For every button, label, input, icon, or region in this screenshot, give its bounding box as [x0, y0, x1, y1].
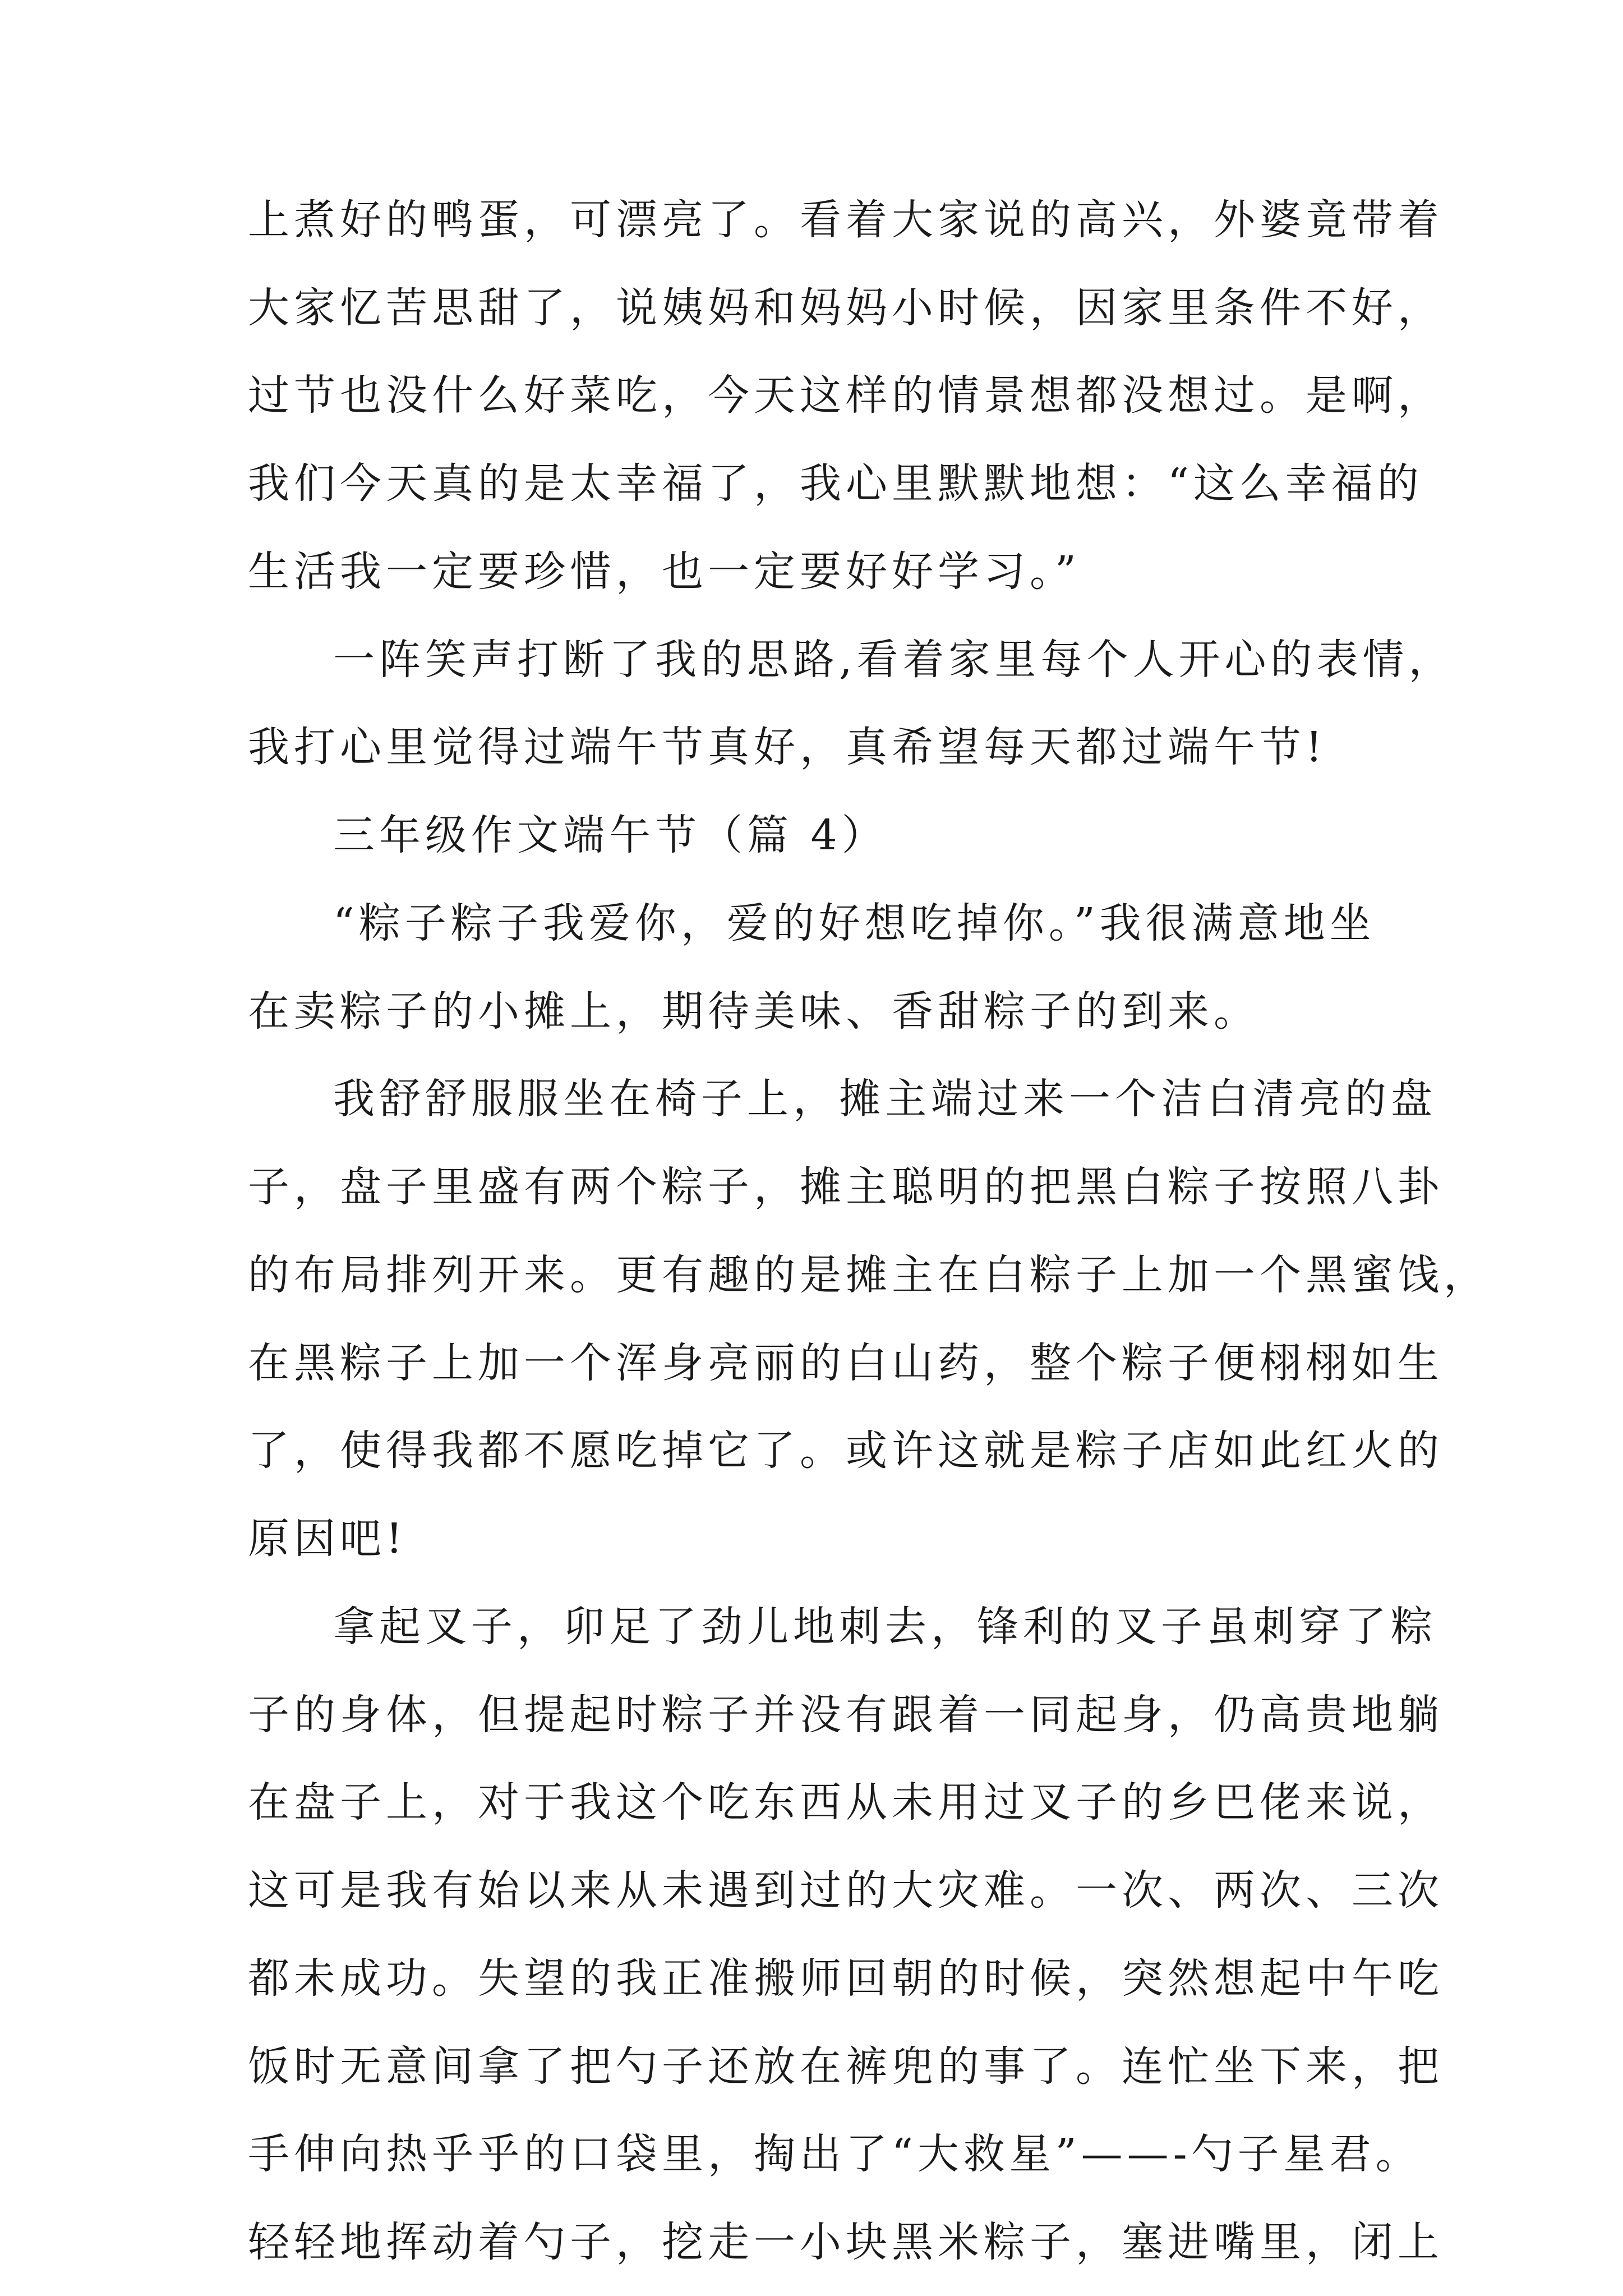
text-line-18: 子的身体，但提起时粽子并没有跟着一同起身，仍高贵地躺	[248, 1691, 1444, 1739]
text-line-10: 在卖粽子的小摊上，期待美味、香甜粽子的到来。	[248, 987, 1260, 1036]
text-line-22: 饭时无意间拿了把勺子还放在裤兜的事了。连忙坐下来，把	[248, 2042, 1444, 2091]
text-line-9: “粽子粽子我爱你，爱的好想吃掉你。”我很满意地坐	[333, 899, 1376, 947]
text-line-5: 生活我一定要珍惜，也一定要好好学习。”	[248, 547, 1081, 596]
text-line-4: 我们今天真的是太幸福了，我心里默默地想：“这么幸福的	[248, 459, 1423, 508]
text-line-21: 都未成功。失望的我正准搬师回朝的时候，突然想起中午吃	[248, 1954, 1444, 2003]
text-line-11: 我舒舒服服坐在椅子上，摊主端过来一个洁白清亮的盘	[333, 1075, 1437, 1123]
text-line-17: 拿起叉子，卯足了劲儿地刺去，锋利的叉子虽刺穿了粽	[333, 1603, 1437, 1651]
text-line-7: 我打心里觉得过端午节真好，真希望每天都过端午节!	[248, 723, 1327, 771]
text-line-3: 过节也没什么好菜吃，今天这样的情景想都没想过。是啊，	[248, 371, 1444, 420]
text-line-20: 这可是我有始以来从未遇到过的大灾难。一次、两次、三次	[248, 1866, 1444, 1915]
text-line-13: 的布局排列开来。更有趣的是摊主在白粽子上加一个黑蜜饯，	[248, 1251, 1490, 1299]
section-heading: 三年级作文端午节（篇 4）	[333, 811, 888, 859]
text-line-19: 在盘子上，对于我这个吃东西从未用过叉子的乡巴佬来说，	[248, 1778, 1444, 1826]
text-line-1: 上煮好的鸭蛋，可漂亮了。看着大家说的高兴，外婆竟带着	[248, 196, 1444, 244]
text-line-24: 轻轻地挥动着勺子，挖走一小块黑米粽子，塞进嘴里，闭上	[248, 2218, 1444, 2266]
text-line-2: 大家忆苦思甜了，说姨妈和妈妈小时候，因家里条件不好，	[248, 284, 1444, 332]
text-line-14: 在黑粽子上加一个浑身亮丽的白山药，整个粽子便栩栩如生	[248, 1339, 1444, 1387]
text-line-23: 手伸向热乎乎的口袋里，掏出了“大救星”——-勺子星君。	[248, 2130, 1422, 2178]
text-line-12: 子，盘子里盛有两个粽子，摊主聪明的把黑白粽子按照八卦	[248, 1163, 1444, 1211]
text-line-6: 一阵笑声打断了我的思路,看着家里每个人开心的表情，	[333, 636, 1455, 684]
text-line-15: 了，使得我都不愿吃掉它了。或许这就是粽子店如此红火的	[248, 1427, 1444, 1475]
text-line-16: 原因吧!	[248, 1515, 407, 1563]
